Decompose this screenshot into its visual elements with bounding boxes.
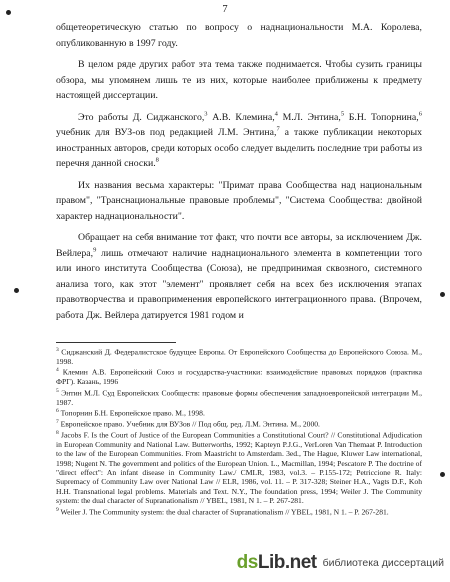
footnote-ref[interactable]: 9	[93, 246, 97, 254]
footnote-ref[interactable]: 3	[204, 110, 208, 118]
paragraph: Обращает на себя внимание тот факт, что почти все авторы, за исключением Дж. Вейлера,$^9$ лишь отмечают наличие наднационального элемента в компетенции того или иного института Сообщества (Союза), не предпринимая сквозного, системного анализа того, как этот "элемент" проявляет себя на всех без исключения этапах правотворчества и правоприменения европейского интеграционного права. (Впрочем, работа Дж. Вейлера датируется 1981 годом и	[56, 232, 422, 321]
margin-bullet	[440, 472, 445, 477]
dslib-watermark[interactable]	[237, 550, 444, 576]
footnote: $^6$ Топорнин Б.Н. Европейское право. М., 1998.	[56, 408, 205, 418]
footnote: $^3$ Сиджанский Д. Федералистское будущее Европы. От Европейского Сообщества до Европейского Союза. М., 1998.	[56, 347, 422, 366]
paragraph: общетеоретическую статью по вопросу о наднациональности М.А. Королева, опубликованную в 1997 году.	[56, 22, 422, 49]
footnote-ref[interactable]: 4	[274, 110, 278, 118]
paragraph: Их названия весьма характеры: "Примат права Сообщества над национальным правом", "Транснациональные правовые проблемы", "Система Сообщества: двойной характер наднациональности".	[56, 179, 422, 222]
watermark-subtitle: библиотека диссертаций	[322, 557, 444, 569]
margin-bullet	[14, 288, 19, 293]
footnote: $^7$ Европейское право. Учебник для ВУЗов // Под общ. ред. Л.М. Энтина. М., 2000.	[56, 418, 320, 429]
footnote: $^8$ Jacobs F. Is the Court of Justice of the European Communities a Constitutional Court? // Constitutional Adjudication in European Community and National Law. Butterworths, 1992; Kapteyn P.J.G., VerLoren Van Themaat P. Introduction to the law of the European Communities. From Maastricht to Amsterdam. 3ed., The Hague, Kluwer Law international, 1998; Nugent N. The government and politics of the European Union. L., Macmillan, 1994; Pescatore P. The doctrine of "direct effect": An infant disease in Community Law./ CMLR, 1983, vol.3. – P.155-172; Petriccione R. Italy: Supremacy of Community Law over National Law // ELR, 1986, vol. 11. – P. 317-328; Steiner H.A., Vagts D.F., Koh H.H. Transnational legal problems. Materials and Text. N.Y., The foundation press, 1994; Weiler J. The Community system: the dual character of Supranationalism // YBEL, 1981, N 1. – P. 267-281.	[56, 429, 422, 506]
body-text	[56, 20, 422, 329]
dslib-logo: ds Lib .net	[236, 552, 317, 573]
paragraph: Это работы Д. Сиджанского,$^3$ А.В. Клемина,$^4$ М.Л. Энтина,$^5$ Б.Н. Топорнина,$^6$ учебник для ВУЗ-ов под редакцией Л.М. Энтина,$^7$ а также публикации некоторых иностранных авторов, среди которых особо следует выделить последние три работы из перечня данной сноски.$^8$	[56, 110, 422, 169]
footnote: $^4$ Клемин А.В. Европейский Союз и государства-участники: взаимодействие правовых порядков (практика ФРГ). Казань, 1996	[56, 367, 422, 387]
page-number: 7	[222, 4, 228, 15]
footnote: $^5$ Энтин М.Л. Суд Европейских Сообществ: правовые формы обеспечения западноевропейской интеграции М., 1987.	[56, 387, 422, 407]
footnote-ref[interactable]: 6	[418, 110, 422, 118]
footnote-ref[interactable]: 7	[276, 125, 280, 133]
footnote-separator	[56, 342, 176, 343]
footnote-ref[interactable]: 8	[155, 156, 159, 164]
footnote-ref[interactable]: 5	[340, 110, 345, 118]
footnote: $^9$ Weiler J. The Community system: the dual character of Supranationalism // YBEL, 1981, N 1. – P. 267-281.	[56, 506, 389, 517]
paragraph: В целом ряде других работ эта тема также поднимается. Чтобы сузить границы обзора, мы упомянем лишь те из них, которые наиболее приближены к предмету настоящей диссертации.	[56, 59, 422, 101]
footnotes	[56, 346, 422, 517]
margin-bullet	[440, 292, 445, 297]
margin-bullet	[6, 10, 11, 15]
